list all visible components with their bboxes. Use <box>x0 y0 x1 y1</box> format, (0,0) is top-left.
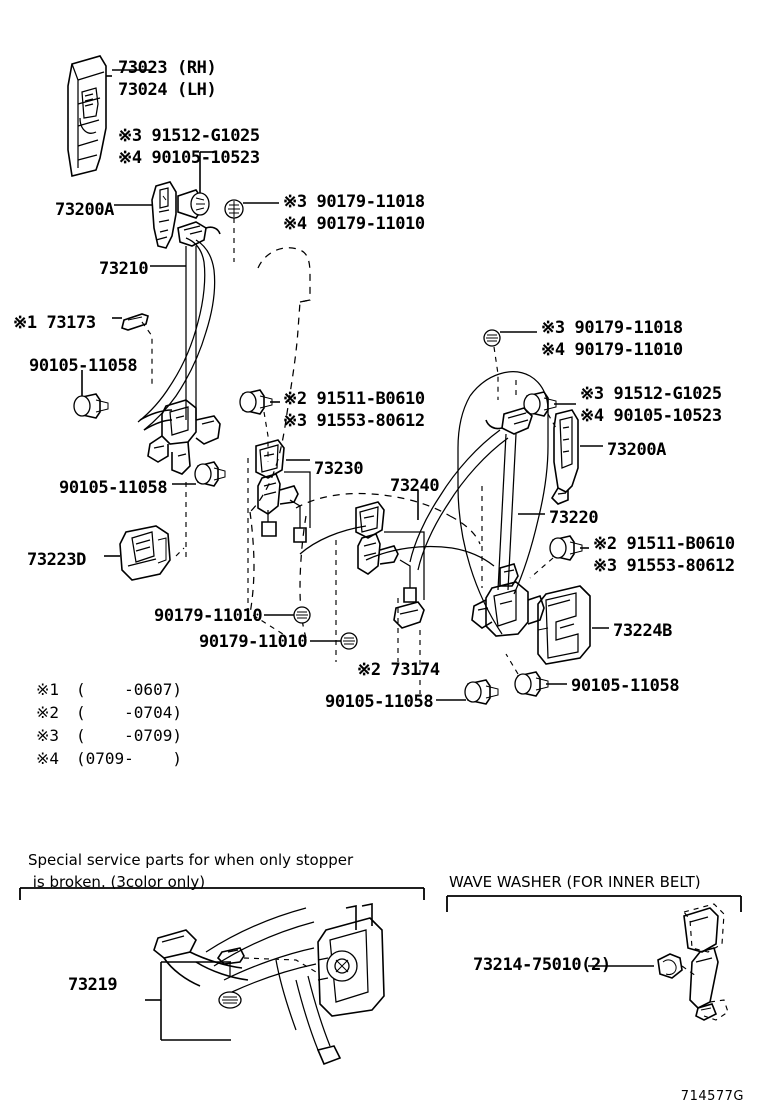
wave-washer-drawing <box>658 904 728 1020</box>
legend-row-4-mark: ※4 <box>36 749 60 768</box>
seat-outline-drawing <box>250 248 480 638</box>
legend-row-1-range: ( -0607) <box>76 680 182 699</box>
part-label-90179-11018-right: ※3 90179-11018 <box>541 318 683 338</box>
seat-belt-webbing-left <box>138 222 220 430</box>
nut-icon-b <box>484 330 500 346</box>
legend-row-3-mark: ※3 <box>36 726 60 745</box>
part-label-73220: 73220 <box>549 508 599 528</box>
part-label-73223d: 73223D <box>27 550 87 570</box>
inner-buckle-73230 <box>256 440 310 542</box>
part-label-91511-b0610-right: ※2 91511-B0610 <box>593 534 735 554</box>
anchor-bracket-left-drawing <box>152 182 176 248</box>
anchor-bracket-right-drawing <box>552 410 578 504</box>
bolt-icon-a <box>178 190 209 218</box>
part-label-90179-11010-mid2: 90179-11010 <box>199 632 308 652</box>
nut-icon-d <box>341 633 357 649</box>
part-label-90179-11010-left: ※4 90179-11010 <box>283 214 425 234</box>
part-label-91511-b0610-center: ※2 91511-B0610 <box>283 389 425 409</box>
part-label-91512-g1025-top: ※3 91512-G1025 <box>118 126 260 146</box>
inner-buckle-73240 <box>356 502 424 628</box>
panel-stopper-note-line1: Special service parts for when only stopper <box>28 851 354 869</box>
belt-cover-73224b <box>538 586 590 664</box>
bolt-icon-b <box>74 394 108 418</box>
nut-icon-c <box>294 607 310 623</box>
part-label-73224b: 73224B <box>613 621 673 641</box>
legend-row-2-mark: ※2 <box>36 703 60 722</box>
part-label-90105-11058-bottom: 90105-11058 <box>325 692 434 712</box>
bolt-icon-g <box>465 680 498 704</box>
part-label-73230: 73230 <box>314 459 364 479</box>
part-label-90179-11010-right: ※4 90179-11010 <box>541 340 683 360</box>
bolt-icon-d <box>240 390 272 414</box>
part-label-73023-rh: 73023 (RH) <box>118 58 217 78</box>
part-label-73173: ※1 73173 <box>13 313 96 333</box>
panel-wave-washer-note-line1: WAVE WASHER (FOR INNER BELT) <box>449 873 701 891</box>
part-label-73240: 73240 <box>390 476 440 496</box>
panel-wave-washer-bracket <box>447 896 741 912</box>
part-label-90105-11058-upper-left: 90105-11058 <box>29 356 138 376</box>
part-label-91512-g1025-right: ※3 91512-G1025 <box>580 384 722 404</box>
part-label-73200a-right: 73200A <box>607 440 667 460</box>
part-label-90105-11058-right: 90105-11058 <box>571 676 680 696</box>
legend-row-3-range: ( -0709) <box>76 726 182 745</box>
part-label-90179-11010-mid1: 90179-11010 <box>154 606 263 626</box>
part-label-73174: ※2 73174 <box>357 660 440 680</box>
bolt-icon-h <box>515 672 548 696</box>
belt-clip-73173 <box>122 314 148 330</box>
legend-row-4-range: (0709- ) <box>76 749 182 768</box>
pillar-trim-drawing <box>68 56 106 176</box>
panel-stopper-note-line2: is broken. (3color only) <box>28 873 206 891</box>
diagram-code: 714577G <box>680 1089 744 1104</box>
part-label-90105-10523-top: ※4 90105-10523 <box>118 148 260 168</box>
part-label-91553-80612-center: ※3 91553-80612 <box>283 411 425 431</box>
seat-belt-webbing-right <box>410 408 532 590</box>
part-label-73200a-left: 73200A <box>55 200 115 220</box>
part-label-73219: 73219 <box>68 975 118 995</box>
part-label-73214-75010: 73214-75010(2) <box>473 955 611 975</box>
part-label-90105-11058-lower-left: 90105-11058 <box>59 478 168 498</box>
legend-row-2-range: ( -0704) <box>76 703 182 722</box>
bolt-icon-c <box>195 462 225 486</box>
part-label-90105-10523-right: ※4 90105-10523 <box>580 406 722 426</box>
bolt-icon-f <box>550 536 582 560</box>
nut-icon-a <box>225 200 243 218</box>
part-label-73024-lh: 73024 (LH) <box>118 80 217 100</box>
part-label-91553-80612-right: ※3 91553-80612 <box>593 556 735 576</box>
legend-row-1-mark: ※1 <box>36 680 60 699</box>
buckle-73223d <box>120 526 170 580</box>
part-label-90179-11018-left: ※3 90179-11018 <box>283 192 425 212</box>
part-label-73210: 73210 <box>99 259 149 279</box>
